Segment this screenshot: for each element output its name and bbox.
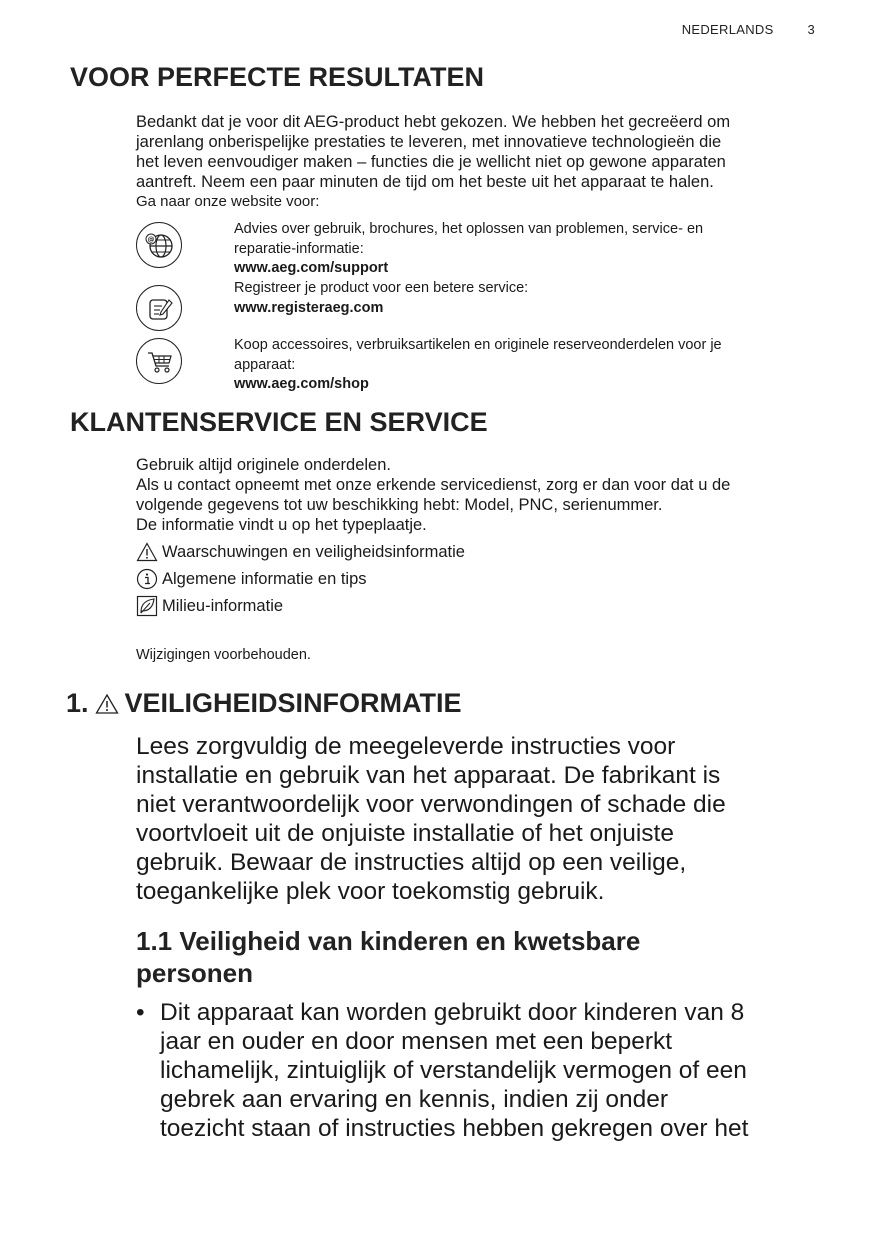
site-row-shop [136,336,826,392]
cs-line: De informatie vindt u op het typeplaatje. [136,516,427,534]
page-number: 3 [807,22,815,37]
intro-line: aantreft. Neem een paar minuten de tijd om het beste uit het apparaat te halen. [136,173,714,191]
site-text-support [234,220,703,279]
website-prompt: Ga naar onze website voor: [136,193,320,210]
cs-line: Gebruik altijd originele onderdelen. [136,456,391,474]
legend-label: Milieu-informatie [162,597,284,615]
support-link[interactable]: www.aeg.com/support [234,260,389,276]
legend-info [136,568,367,590]
changes-note: Wijzigingen voorbehouden. [136,647,311,663]
language-label: NEDERLANDS [681,22,774,37]
subsection-title [136,925,776,989]
site-text-shop [234,336,722,395]
site-desc: reparatie-informatie: [234,240,364,257]
bullet-line: jaar en ouder en door mensen met een beperkt [160,1028,673,1055]
safety-line: installatie en gebruik van het apparaat. De fabrikant is [136,762,721,789]
safety-intro [136,732,816,906]
list-item [136,998,826,1143]
safety-line: toegankelijke plek voor toekomstig gebruik. [136,878,605,905]
intro-line: jarenlang onberispelijke prestaties te leveren, met innovatieve technologieën die [136,133,722,151]
register-link[interactable]: www.registeraeg.com [234,299,384,316]
bullet-marker: • [136,999,145,1026]
site-desc: apparaat: [234,356,296,373]
shop-link[interactable]: www.aeg.com/shop [234,376,369,392]
site-desc: Registreer je product voor een betere service: [234,280,529,296]
safety-line: gebruik. Bewaar de instructies altijd op een veilige, [136,849,687,876]
heading-safety [66,688,462,719]
legend-label: Algemene informatie en tips [162,570,367,588]
intro-line: Bedankt dat je voor dit AEG-product hebt gekozen. We hebben het gecreëerd om [136,113,731,131]
site-row-support [136,220,826,276]
intro-paragraph [136,112,826,212]
intro-line: het leven eenvoudiger maken – functies die je wellicht niet op gewone apparaten [136,153,726,171]
safety-line: voortvloeit uit de onjuiste installatie of het onjuiste [136,820,674,847]
cs-line: Als u contact opneemt met onze erkende servicedienst, zorg er dan voor dat u de [136,476,731,494]
site-desc: Koop accessoires, verbruiksartikelen en originele reserveonderdelen voor je [234,337,722,353]
cart-icon [136,338,182,384]
page-header [682,22,815,37]
section-number: 1. [66,688,89,718]
legend-warning [136,541,465,563]
heading-customer-service: KLANTENSERVICE EN SERVICE [70,407,488,437]
heading-perfect-results: VOOR PERFECTE RESULTATEN [70,62,485,92]
leaf-icon [136,595,158,617]
warning-icon [136,542,158,562]
site-row-register [136,279,826,329]
bullet-line: toezicht staan of instructies hebben gekregen over het [160,1115,749,1142]
legend-label: Waarschuwingen en veiligheidsinformatie [162,543,465,561]
site-text-register [234,279,528,318]
svg-text:@: @ [147,235,155,244]
globe-icon [136,222,182,268]
section-title: VEILIGHEIDSINFORMATIE [124,688,462,718]
bullet-line: lichamelijk, zintuiglijk of verstandelijk vermogen of een [160,1057,747,1084]
bullet-line: gebrek aan ervaring en kennis, indien zij onder [160,1086,669,1113]
customer-service-paragraph [136,455,826,535]
cs-line: volgende gegevens tot uw beschikking hebt: Model, PNC, serienummer. [136,496,663,514]
subsection-title-line: personen [136,958,254,988]
bullet-list [136,998,826,1143]
info-icon [136,568,158,590]
register-icon [136,285,182,331]
bullet-line: Dit apparaat kan worden gebruikt door kinderen van 8 [160,999,745,1026]
site-desc: Advies over gebruik, brochures, het oplossen van problemen, service- en [234,221,704,237]
safety-line: Lees zorgvuldig de meegeleverde instructies voor [136,733,676,760]
legend-environment [136,595,283,617]
subsection-title-line: 1.1 Veiligheid van kinderen en kwetsbare [136,926,641,956]
warning-icon [95,693,119,715]
safety-line: niet verantwoordelijk voor verwondingen of schade die [136,791,726,818]
